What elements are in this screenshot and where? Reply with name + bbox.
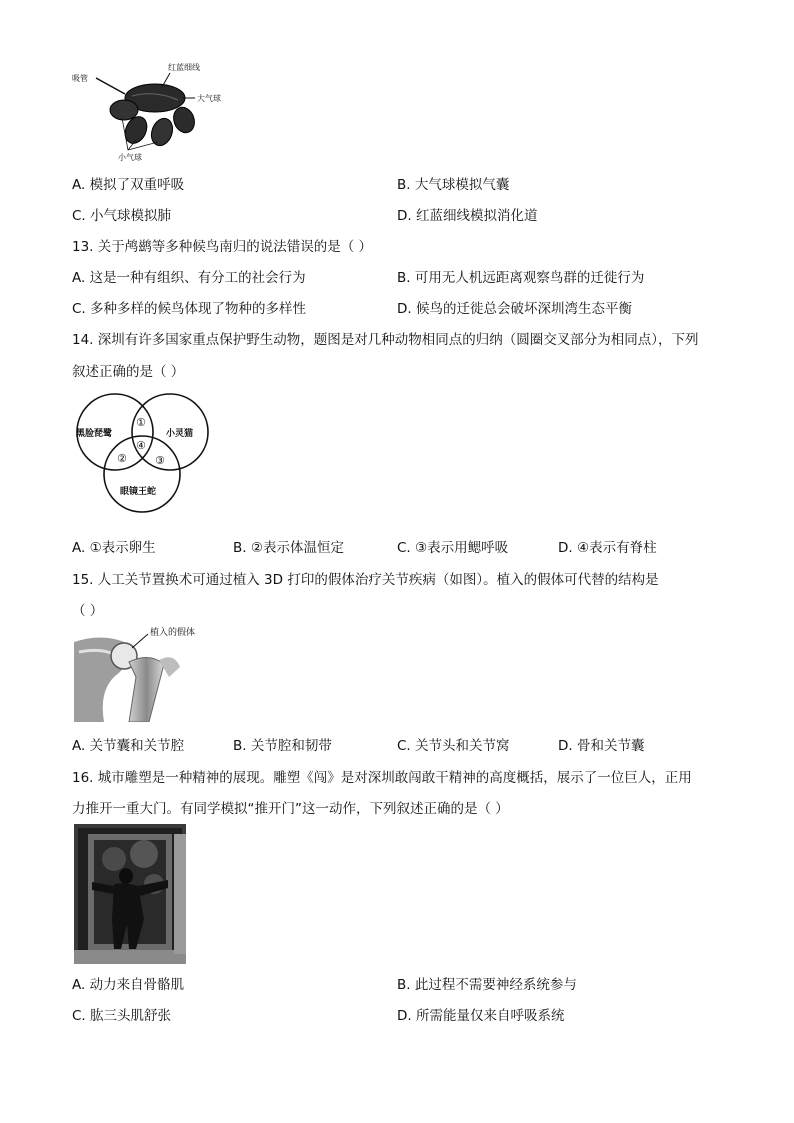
q12-option-b: B. 大气球模拟气囊 <box>397 177 510 193</box>
joint-prosthesis-figure <box>74 622 214 722</box>
venn-mark-1: ① <box>136 416 146 429</box>
q14-option-c: C. ③表示用鳃呼吸 <box>397 540 509 556</box>
label-prosthesis: 植入的假体 <box>150 628 196 638</box>
q12-option-d: D. 红蓝细线模拟消化道 <box>397 208 538 224</box>
label-thread: 红蓝细线 <box>168 63 200 72</box>
q14-option-a: A. ①表示卵生 <box>72 540 156 556</box>
venn-mark-3: ③ <box>155 454 165 467</box>
venn-diagram-figure <box>70 390 220 515</box>
balloon-model-figure <box>70 60 240 165</box>
q16-option-a: A. 动力来自骨骼肌 <box>72 977 185 993</box>
q13-option-d: D. 候鸟的迁徙总会破坏深圳湾生态平衡 <box>397 301 632 317</box>
q13-option-c: C. 多种多样的候鸟体现了物种的多样性 <box>72 301 307 317</box>
venn-label-1: 黑脸琵鹭 <box>76 429 113 439</box>
q15-option-d: D. 骨和关节囊 <box>558 738 645 754</box>
q16-stem-line2: 力推开一重大门。有同学模拟“推开门”这一动作，下列叙述正确的是（ ） <box>72 801 509 817</box>
sculpture-photo <box>74 824 186 964</box>
q16-option-c: C. 肱三头肌舒张 <box>72 1008 172 1024</box>
q16-stem-line1: 16. 城市雕塑是一种精神的展现。雕塑《闯》是对深圳敢闯敢干精神的高度概括，展示了一位巨人，正用 <box>72 770 692 786</box>
label-small-balloon: 小气球 <box>118 153 142 162</box>
q12-option-a: A. 模拟了双重呼吸 <box>72 177 185 193</box>
q15-option-a: A. 关节囊和关节腔 <box>72 738 185 754</box>
q12-option-c: C. 小气球模拟肺 <box>72 208 172 224</box>
q15-option-c: C. 关节头和关节窝 <box>397 738 510 754</box>
q14-option-d: D. ④表示有脊柱 <box>558 540 657 556</box>
venn-mark-4: ④ <box>136 439 146 452</box>
venn-label-3: 眼镜王蛇 <box>120 487 157 497</box>
venn-mark-2: ② <box>117 452 127 465</box>
q15-stem-line2: （ ） <box>72 603 104 619</box>
venn-label-2: 小灵猫 <box>166 429 194 439</box>
q16-option-b: B. 此过程不需要神经系统参与 <box>397 977 577 993</box>
q13-stem: 13. 关于鸬鹚等多种候鸟南归的说法错误的是（ ） <box>72 239 373 255</box>
label-big-balloon: 大气球 <box>197 94 221 103</box>
q16-option-d: D. 所需能量仅来自呼吸系统 <box>397 1008 565 1024</box>
q14-stem-line1: 14. 深圳有许多国家重点保护野生动物，题图是对几种动物相同点的归纳（圆圈交叉部分为相同点），下列 <box>72 332 699 348</box>
q14-option-b: B. ②表示体温恒定 <box>233 540 344 556</box>
q13-option-a: A. 这是一种有组织、有分工的社会行为 <box>72 270 306 286</box>
q15-stem-line1: 15. 人工关节置换术可通过植入 3D 打印的假体治疗关节疾病（如图）。植入的假体可代替的结构是 <box>72 572 659 588</box>
q15-option-b: B. 关节腔和韧带 <box>233 738 332 754</box>
q14-stem-line2: 叙述正确的是（ ） <box>72 364 185 380</box>
label-tube: 吸管 <box>72 74 88 83</box>
q13-option-b: B. 可用无人机远距离观察鸟群的迁徙行为 <box>397 270 645 286</box>
